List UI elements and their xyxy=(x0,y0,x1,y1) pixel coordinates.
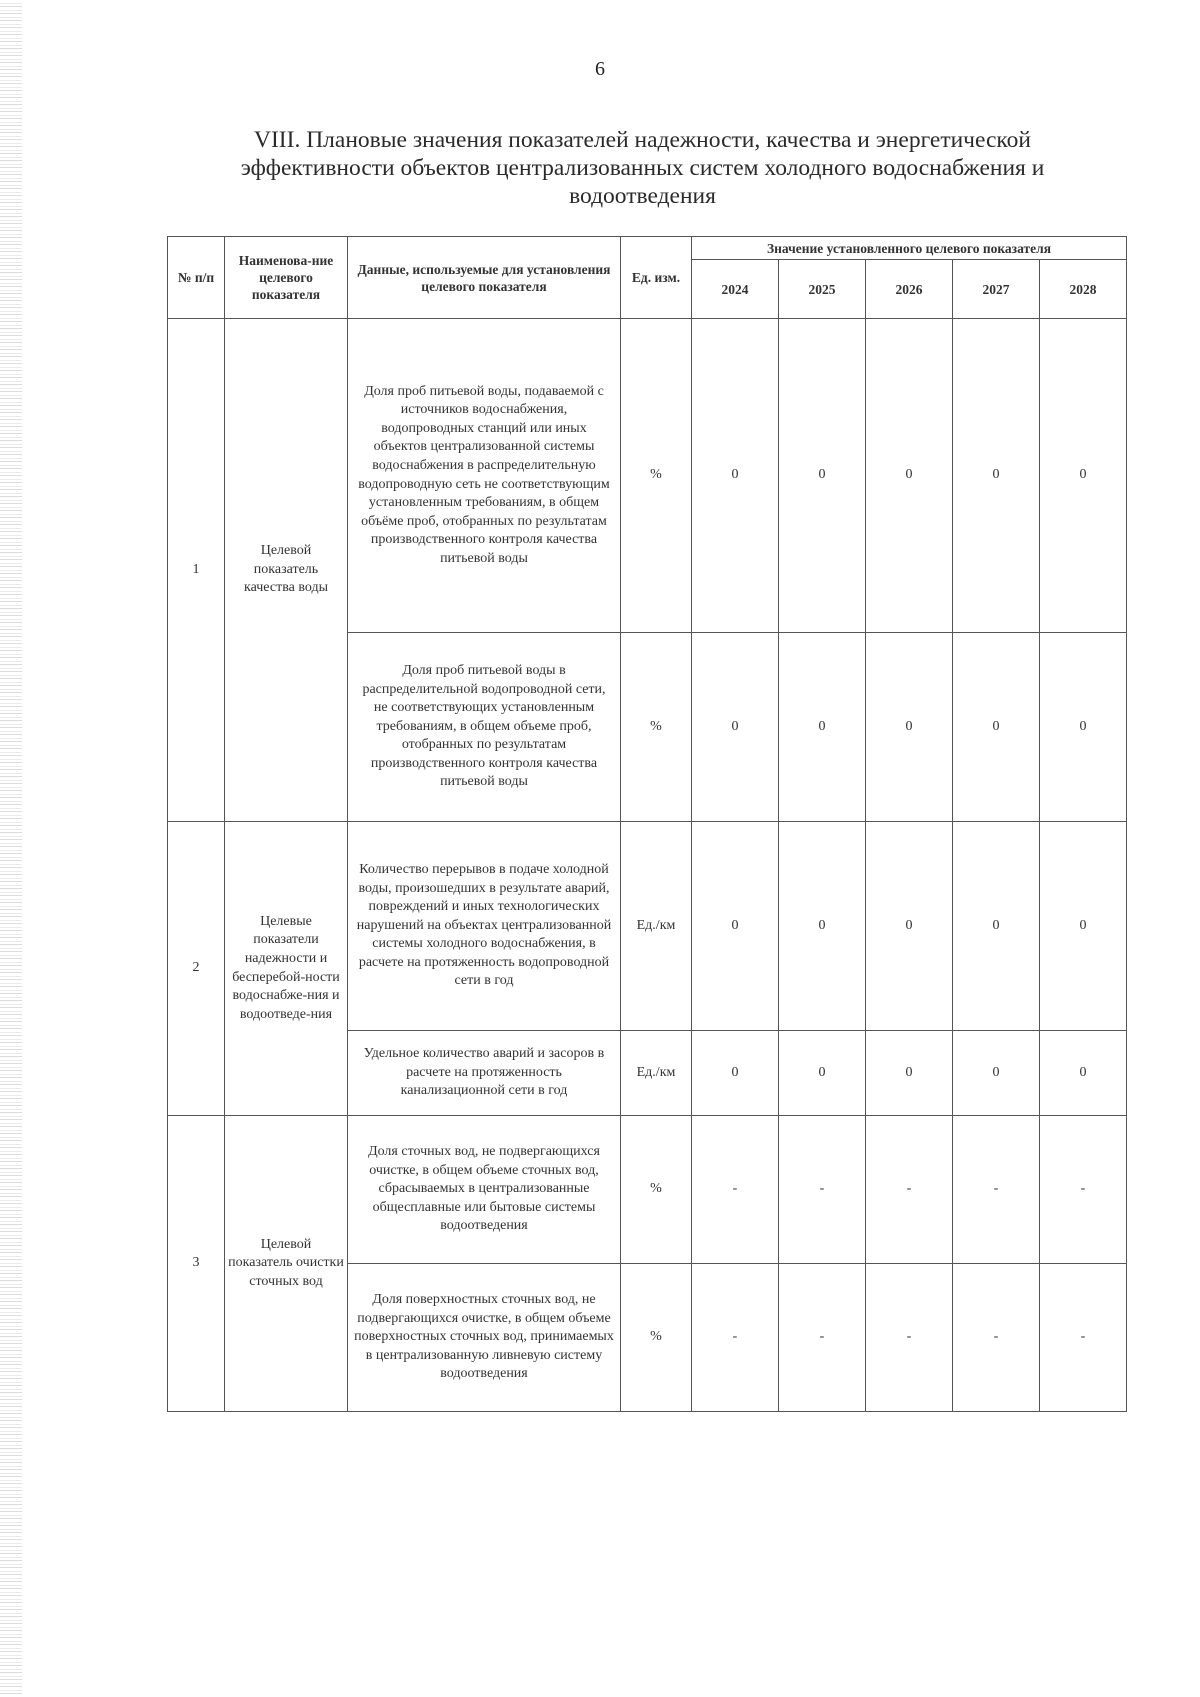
indicators-table xyxy=(167,236,1127,1412)
value-cell: 0 xyxy=(779,822,866,1031)
value-cell: 0 xyxy=(779,1031,866,1116)
value-cell: 0 xyxy=(953,319,1040,633)
value-cell: - xyxy=(692,1264,779,1412)
indicator-data: Доля проб питьевой воды в распределительной водопроводной сети, не соответствующих установленным требованиям, в общем объеме проб, отобранных по результатам производственного контроля качества питьевой воды xyxy=(348,633,621,822)
value-cell: 0 xyxy=(692,633,779,822)
value-cell: - xyxy=(692,1116,779,1264)
indicator-data: Доля сточных вод, не подвергающихся очистке, в общем объеме сточных вод, сбрасываемых в централизованные общесплавные или бытовые системы водоотведения xyxy=(348,1116,621,1264)
value-cell: - xyxy=(1040,1116,1127,1264)
scan-edge-artifact xyxy=(0,0,22,1697)
header-year: 2024 xyxy=(692,260,779,319)
value-cell: 0 xyxy=(779,319,866,633)
unit-cell: % xyxy=(621,1116,692,1264)
indicator-data: Удельное количество аварий и засоров в расчете на протяженность канализационной сети в год xyxy=(348,1031,621,1116)
unit-cell: Ед./км xyxy=(621,1031,692,1116)
value-cell: - xyxy=(1040,1264,1127,1412)
value-cell: 0 xyxy=(953,822,1040,1031)
value-cell: - xyxy=(779,1116,866,1264)
value-cell: 0 xyxy=(1040,1031,1127,1116)
header-year: 2026 xyxy=(866,260,953,319)
value-cell: - xyxy=(866,1116,953,1264)
indicator-data: Доля проб питьевой воды, подаваемой с источников водоснабжения, водопроводных станций или иных объектов централизованной системы водоснабжения в распределительную водопроводную сеть не соответствующим установленным требованиям, в общем объёме проб, отобранных по результатам производственного контроля качества питьевой воды xyxy=(348,319,621,633)
value-cell: - xyxy=(779,1264,866,1412)
value-cell: - xyxy=(866,1264,953,1412)
value-cell: - xyxy=(953,1264,1040,1412)
section-title-line: VIII. Плановые значения показателей надежности, качества и энергетической xyxy=(254,127,1031,153)
indicator-data: Доля поверхностных сточных вод, не подвергающихся очистке, в общем объеме поверхностных сточных вод, принимаемых в централизованную ливневую систему водоотведения xyxy=(348,1264,621,1412)
section-title-line: водоотведения xyxy=(569,183,716,209)
table-row xyxy=(168,1116,1127,1264)
section-title xyxy=(150,126,1135,210)
header-name: Наименова-ние целевого показателя xyxy=(225,237,348,319)
value-cell: 0 xyxy=(1040,633,1127,822)
row-number: 2 xyxy=(168,822,225,1116)
table-row xyxy=(168,319,1127,633)
value-cell: 0 xyxy=(692,822,779,1031)
header-year: 2025 xyxy=(779,260,866,319)
section-title-line: эффективности объектов централизованных систем холодного водоснабжения и xyxy=(240,155,1045,181)
value-cell: 0 xyxy=(1040,319,1127,633)
value-cell: 0 xyxy=(953,1031,1040,1116)
value-cell: 0 xyxy=(692,319,779,633)
row-number: 3 xyxy=(168,1116,225,1412)
unit-cell: % xyxy=(621,1264,692,1412)
value-cell: 0 xyxy=(779,633,866,822)
header-unit: Ед. изм. xyxy=(621,237,692,319)
header-data: Данные, используемые для установления целевого показателя xyxy=(348,237,621,319)
indicator-data: Количество перерывов в подаче холодной воды, произошедших в результате аварий, повреждений и иных технологических нарушений на объектах централизованной системы холодного водоснабжения, в расчете на протяженность водопроводной сети в год xyxy=(348,822,621,1031)
value-cell: 0 xyxy=(1040,822,1127,1031)
header-year: 2028 xyxy=(1040,260,1127,319)
header-year: 2027 xyxy=(953,260,1040,319)
indicator-name: Целевой показатель очистки сточных вод xyxy=(225,1116,348,1412)
table-row xyxy=(168,822,1127,1031)
row-number: 1 xyxy=(168,319,225,822)
value-cell: 0 xyxy=(953,633,1040,822)
value-cell: 0 xyxy=(866,319,953,633)
value-cell: 0 xyxy=(866,633,953,822)
unit-cell: Ед./км xyxy=(621,822,692,1031)
page-number: 6 xyxy=(595,58,605,80)
unit-cell: % xyxy=(621,633,692,822)
indicator-name: Целевые показатели надежности и бесперебой-ности водоснабже-ния и водоотведе-ния xyxy=(225,822,348,1116)
value-cell: 0 xyxy=(866,822,953,1031)
value-cell: 0 xyxy=(692,1031,779,1116)
value-cell: 0 xyxy=(866,1031,953,1116)
header-value-group: Значение установленного целевого показателя xyxy=(692,237,1127,260)
header-number: № п/п xyxy=(168,237,225,319)
value-cell: - xyxy=(953,1116,1040,1264)
indicator-name: Целевой показатель качества воды xyxy=(225,319,348,822)
unit-cell: % xyxy=(621,319,692,633)
